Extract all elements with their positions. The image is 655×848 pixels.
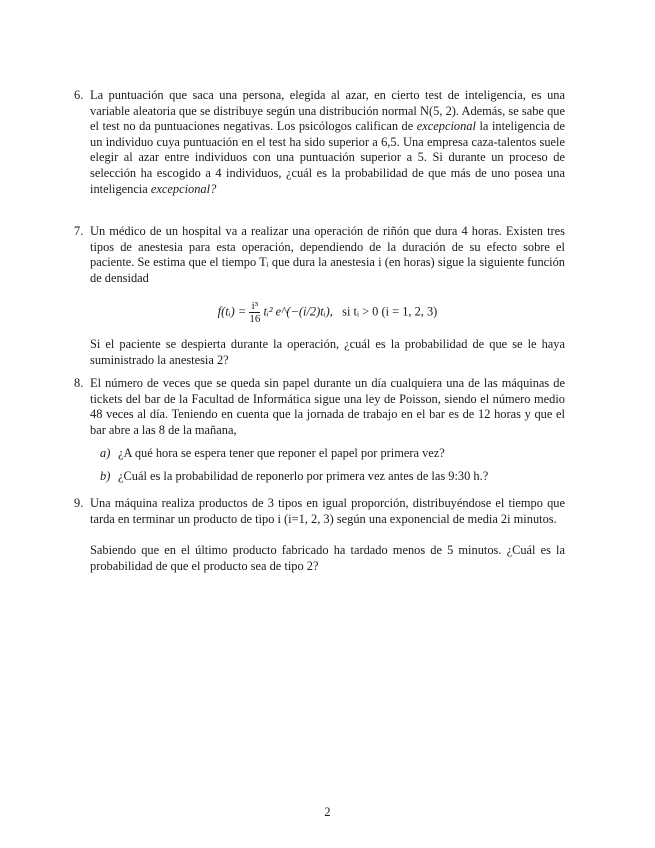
page-number: 2 — [324, 805, 331, 819]
problem-text: Una máquina realiza productos de 3 tipos en igual proporción, distribuyéndose el tiempo que tarda en terminar un producto de tipo i (i=1, 2, 3) según una exponencial de media 2i minutos. — [90, 496, 565, 526]
problem-text: Un médico de un hospital va a realizar una operación de riñón que dura 4 horas. Existen tres tipos de anestesia para esta operación, dependiendo de la duración de su efecto sobre el paciente. Se estima que el tiempo Tᵢ que dura la anestesia i (en horas) sigue la siguiente función de densidad — [90, 224, 565, 285]
sub-question-a: a) ¿A qué hora se espera tener que reponer el papel por primera vez? — [100, 446, 445, 461]
problem-number: 8. — [74, 376, 84, 390]
problem-number: 7. — [74, 224, 84, 238]
problem-number: 9. — [74, 496, 84, 510]
problem-8 — [74, 376, 565, 492]
problem-6 — [74, 88, 565, 197]
formula-fraction: $\frac{\text{i³}}{16}$ — [249, 300, 261, 326]
problem-text: La puntuación que saca una persona, elegida al azar, en cierto test de inteligencia, es una variable aleatoria que se distribuye según una distribución normal N(5, 2). Además, se sabe que el test no da puntuaciones negativas. Los psicólogos califican de excepcional la inteligencia de un individuo cuya puntuación en el test ha sido superior a 6,5. Una empresa caza-talentos suele elegir al azar entre individuos con una puntuación superior a 5. Si durante un proceso de selección ha escogido a 4 individuos, ¿cuál es la probabilidad de que más de uno posea una inteligencia excepcional? — [90, 88, 565, 196]
problem-7 — [74, 224, 565, 369]
density-formula: f(tᵢ) = $\frac{\text{i³}}{16}$ tᵢ² e^(−(i/2)tᵢ), si tᵢ > 0 (i = 1, 2, 3) — [217, 300, 438, 326]
problem-text: El número de veces que se queda sin papel durante un día cualquiera una de las máquinas de tickets del bar de la Facultad de Informática sigue una ley de Poisson, siendo el número medio 48 veces al día. Teniendo en cuenta que la jornada de trabajo en el bar es de 12 horas y que el bar abre a las 8 de la mañana, — [90, 376, 565, 437]
problem-number: 6. — [74, 88, 84, 102]
problem-followup: Si el paciente se despierta durante la operación, ¿cuál es la probabilidad de que se le haya suministrado la anestesia 2? — [90, 337, 565, 367]
problem-followup: Sabiendo que en el último producto fabricado ha tardado menos de 5 minutos. ¿Cuál es la probabilidad de que el producto sea de tipo 2? — [90, 543, 565, 573]
sub-question-list — [90, 446, 565, 484]
problem-9 — [74, 496, 565, 574]
sub-question-b: b) ¿Cuál es la probabilidad de reponerlo por primera vez antes de las 9:30 h.? — [100, 468, 489, 483]
